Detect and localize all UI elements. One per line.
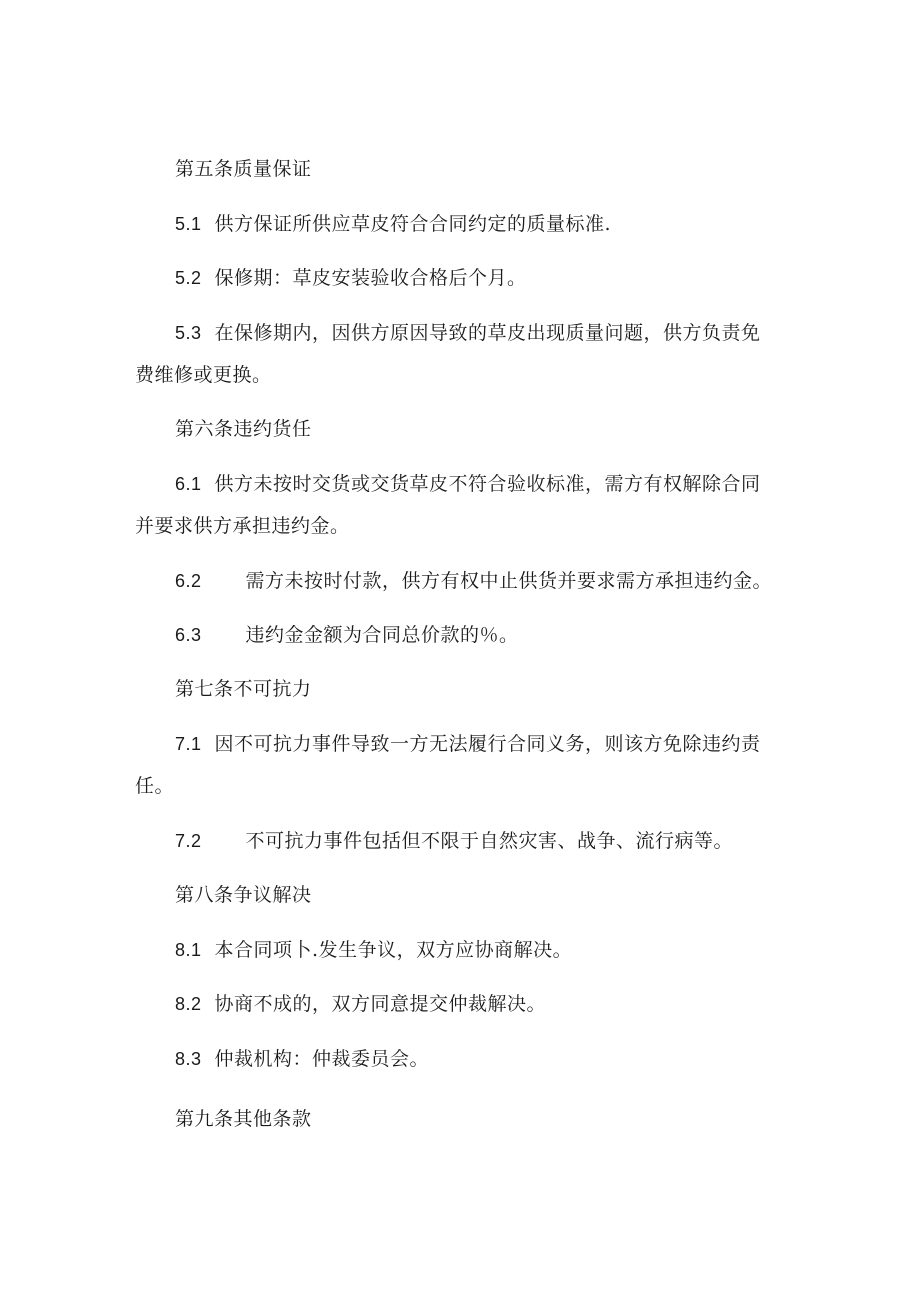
clause-number: 6.3 — [175, 625, 202, 645]
clause-6-2 — [175, 570, 772, 592]
clause-number: 6.1 — [175, 474, 202, 494]
clause-text: 供方保证所供应草皮符合合同约定的质量标准. — [214, 213, 612, 235]
clause-8-1 — [175, 939, 572, 961]
clause-number: 8.3 — [175, 1049, 202, 1069]
clause-number: 6.2 — [175, 571, 202, 591]
clause-8-3 — [175, 1048, 429, 1070]
clause-7-1-continuation: 任。 — [135, 775, 175, 797]
clause-text: 协商不成的，双方同意提交仲裁解决。 — [214, 993, 547, 1015]
clause-text: 供方未按时交货或交货草皮不符合验收标准，需方有权解除合同 — [214, 473, 761, 495]
section-heading-6: 第六条违约货任 — [175, 418, 312, 440]
clause-text: 本合同项卜.发生争议，双方应协商解决。 — [214, 939, 573, 961]
clause-number: 5.2 — [175, 268, 202, 288]
clause-6-1-continuation: 并要求供方承担违约金。 — [135, 515, 350, 537]
clause-text: 仲裁机构：仲裁委员会。 — [214, 1048, 430, 1070]
clause-number: 5.3 — [175, 323, 202, 343]
clause-text: 在保修期内，因供方原因导致的草皮出现质量问题，供方负责免 — [214, 322, 761, 344]
clause-number: 7.1 — [175, 734, 202, 754]
clause-text: 不可抗力事件包括但不限于自然灾害、战争、流行病等。 — [245, 830, 734, 852]
clause-text: 保修期：草皮安装验收合格后个月。 — [214, 267, 527, 289]
section-heading-8: 第八条争议解决 — [175, 884, 312, 906]
clause-number: 7.2 — [175, 831, 202, 851]
clause-5-1 — [175, 213, 611, 235]
clause-6-1 — [175, 473, 761, 495]
clause-7-1 — [175, 733, 761, 755]
clause-5-2 — [175, 267, 527, 289]
section-heading-7: 第七条不可抗力 — [175, 678, 312, 700]
clause-text: 违约金金额为合同总价款的％。 — [245, 624, 519, 646]
section-heading-5: 第五条质量保证 — [175, 158, 312, 180]
clause-number: 5.1 — [175, 214, 202, 234]
section-heading-9: 第九条其他条款 — [175, 1108, 312, 1130]
clause-text: 因不可抗力事件导致一方无法履行合同义务，则该方免除违约责 — [214, 733, 761, 755]
clause-6-3 — [175, 624, 519, 646]
clause-text: 需方未按时付款，供方有权中止供货并要求需方承担违约金。 — [245, 570, 773, 592]
clause-number: 8.1 — [175, 940, 202, 960]
clause-5-3-continuation: 费维修或更换。 — [135, 364, 272, 386]
clause-7-2 — [175, 830, 733, 852]
clause-8-2 — [175, 993, 546, 1015]
clause-5-3 — [175, 322, 761, 344]
clause-number: 8.2 — [175, 994, 202, 1014]
